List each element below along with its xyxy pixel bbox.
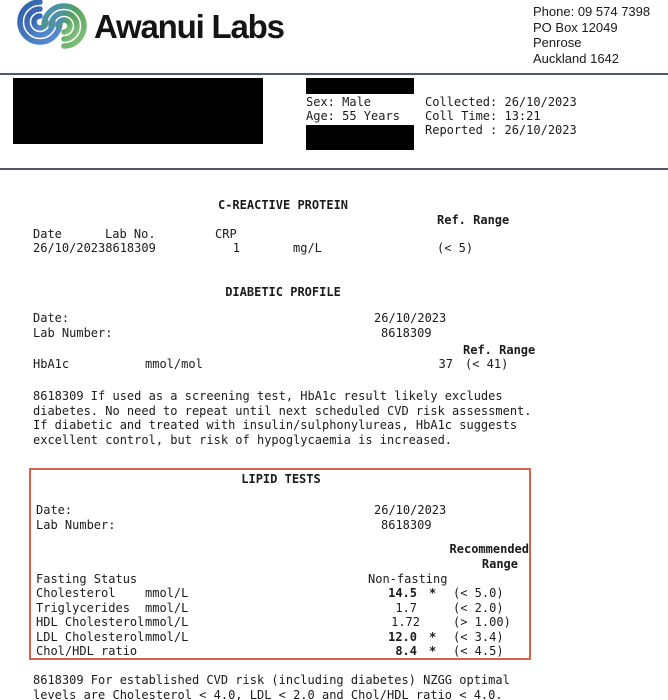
lipid-row-value: 8.4	[395, 644, 417, 658]
lipid-row-value: 1.7	[395, 601, 417, 615]
collected-date: Collected: 26/10/2023	[425, 95, 577, 109]
crp-col-date: Date	[33, 227, 62, 241]
lipid-row-name: Triglycerides	[36, 601, 130, 615]
header-divider	[0, 73, 668, 75]
patient-divider	[0, 168, 668, 170]
redacted-patient-field-bottom	[306, 125, 414, 150]
lipid-row-unit: mmol/L	[145, 630, 189, 644]
lipid-row-name: Chol/HDL ratio	[36, 644, 138, 658]
diabetic-lab-value: 8618309	[381, 326, 432, 340]
lipid-row-unit: mmol/L	[145, 586, 189, 600]
lipid-section-title: LIPID TESTS	[241, 472, 321, 486]
crp-ref-range-value: (< 5)	[437, 241, 474, 255]
redacted-patient-identity	[13, 78, 263, 144]
lipid-row-value: 12.0	[388, 630, 417, 644]
lipid-range-header-line2: Range	[481, 557, 518, 571]
lipid-row-unit: mmol/L	[145, 601, 189, 615]
hba1c-name: HbA1c	[33, 357, 70, 371]
lipid-row-value: 1.72	[391, 615, 420, 629]
lab-contact-block	[533, 4, 650, 66]
footer-comment-line: 8618309 For established CVD risk (including diabetes) NZGG optimal	[33, 673, 510, 687]
crp-unit: mg/L	[293, 241, 322, 255]
crp-result-value: 1	[232, 241, 240, 255]
diabetic-lab-label: Lab Number:	[33, 326, 113, 340]
contact-city: Auckland 1642	[533, 50, 620, 66]
diabetic-comment-line: excellent control, but risk of hypoglycaemia is increased.	[33, 433, 453, 447]
lipid-lab-label: Lab Number:	[36, 518, 116, 532]
brand-name: Awanui Labs	[94, 8, 284, 45]
diabetic-date-label: Date:	[33, 311, 70, 325]
abnormal-flag: *	[429, 586, 437, 600]
diabetic-ref-range-header: Ref. Range	[463, 343, 536, 357]
diabetic-comment-line: If diabetic and treated with insulin/sulphonylureas, HbA1c suggests	[33, 418, 518, 432]
hba1c-value: 37	[438, 357, 453, 371]
contact-suburb: Penrose	[533, 35, 582, 50]
lipid-row-range: (< 3.4)	[453, 630, 504, 644]
abnormal-flag: *	[429, 644, 437, 658]
crp-ref-range-header: Ref. Range	[437, 213, 510, 227]
lipid-date-value: 26/10/2023	[374, 503, 447, 517]
lipid-row-name: Fasting Status	[36, 572, 138, 586]
contact-pobox: PO Box 12049	[533, 19, 618, 35]
patient-sex: Sex: Male	[306, 95, 372, 109]
lipid-row-range: (< 4.5)	[453, 644, 504, 658]
crp-col-test: CRP	[215, 227, 237, 241]
reported-date: Reported : 26/10/2023	[425, 123, 577, 137]
lipid-row-range: (< 5.0)	[453, 586, 504, 600]
redacted-patient-field-top	[306, 78, 414, 94]
collection-time: Coll Time: 13:21	[425, 109, 541, 123]
lipid-row-name: HDL Cholesterol	[36, 615, 145, 629]
lipid-lab-value: 8618309	[381, 518, 432, 532]
awanui-logo-icon	[12, 0, 94, 50]
lipid-row-name: Cholesterol	[36, 586, 116, 600]
abnormal-flag: *	[429, 630, 437, 644]
diabetic-section-title: DIABETIC PROFILE	[225, 285, 341, 299]
diabetic-comment-line: diabetes. No need to repeat until next scheduled CVD risk assessment.	[33, 404, 532, 418]
hba1c-unit: mmol/mol	[145, 357, 203, 371]
lipid-row-name: LDL Cholesterol	[36, 630, 145, 644]
footer-comment-line: levels are Cholesterol < 4.0, LDL < 2.0 and Chol/HDL ratio < 4.0.	[33, 688, 503, 700]
contact-phone: Phone: 09 574 7398	[533, 4, 651, 19]
hba1c-ref-range: (< 41)	[465, 357, 509, 371]
crp-col-lab: Lab No.	[105, 227, 156, 241]
lipid-row-range: (< 2.0)	[453, 601, 504, 615]
crp-date-lab-value: 26/10/20238618309	[33, 241, 156, 255]
lipid-date-label: Date:	[36, 503, 73, 517]
crp-section-title: C-REACTIVE PROTEIN	[217, 198, 349, 212]
diabetic-comment-line: 8618309 If used as a screening test, HbA1c result likely excludes	[33, 389, 503, 403]
lipid-range-header-line1: Recommended	[449, 542, 529, 556]
lipid-row-unit: mmol/L	[145, 615, 189, 629]
patient-age: Age: 55 Years	[306, 109, 400, 123]
lipid-row-value: Non-fasting	[368, 572, 448, 586]
diabetic-date-value: 26/10/2023	[374, 311, 447, 325]
lipid-row-range: (> 1.00)	[453, 615, 511, 629]
lipid-row-value: 14.5	[388, 586, 417, 600]
